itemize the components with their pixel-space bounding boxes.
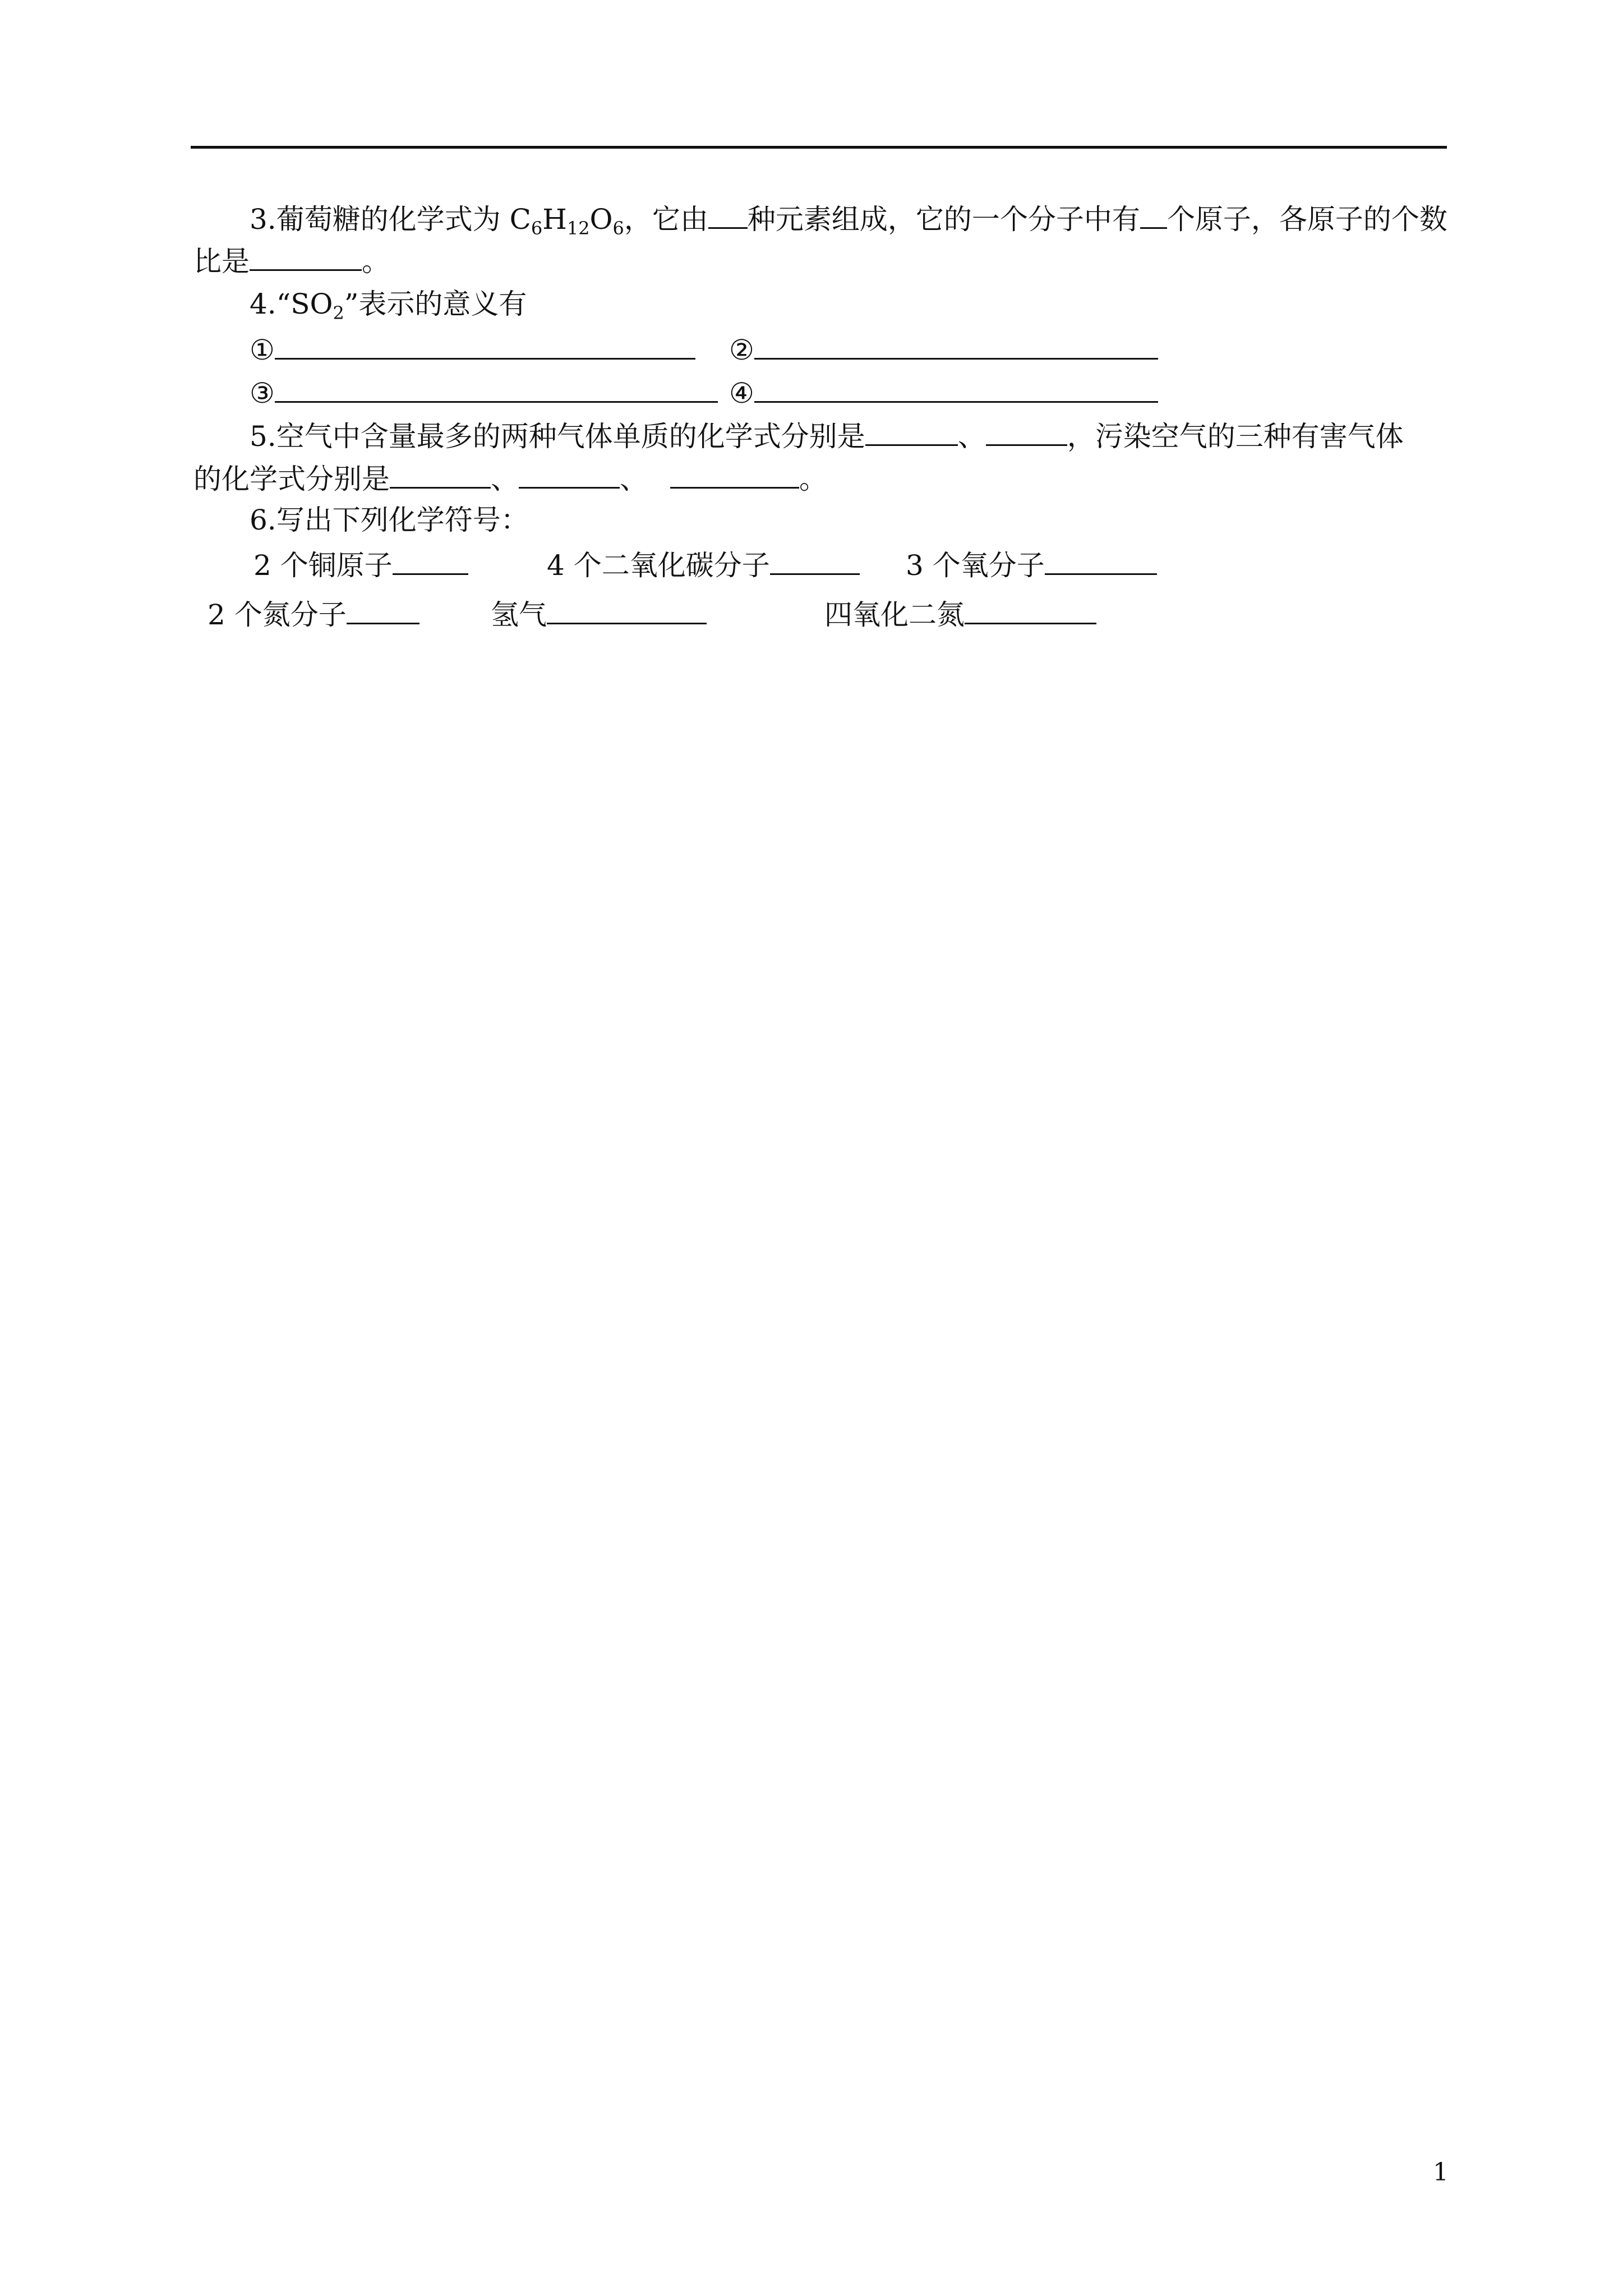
q4-row1 xyxy=(250,330,695,368)
q4-row1b xyxy=(729,330,1158,368)
q6-item-label: 四氧化二氮 xyxy=(824,599,965,631)
answer-blank[interactable] xyxy=(347,595,419,624)
header-rule xyxy=(191,146,1447,149)
q6-item xyxy=(208,595,419,633)
answer-blank[interactable] xyxy=(1045,545,1157,575)
marker-2: ② xyxy=(729,334,754,366)
q4-title xyxy=(250,286,527,331)
q6-item xyxy=(253,545,468,583)
q6-title xyxy=(250,502,529,538)
answer-blank[interactable] xyxy=(754,330,1158,360)
marker-1: ① xyxy=(250,334,275,366)
answer-blank[interactable] xyxy=(986,416,1067,446)
answer-blank[interactable] xyxy=(1140,199,1167,229)
q5-line1 xyxy=(250,416,1404,454)
answer-blank[interactable] xyxy=(275,373,718,403)
q5-line2 xyxy=(193,459,827,497)
q3-line2 xyxy=(193,241,390,279)
answer-blank[interactable] xyxy=(965,595,1096,624)
q4-row2b xyxy=(729,373,1158,411)
answer-blank[interactable] xyxy=(519,459,620,489)
q4-text: 4.“SO xyxy=(250,288,333,320)
marker-4: ④ xyxy=(729,377,754,409)
formula-part: O xyxy=(589,203,613,236)
q3-text: ，它由 xyxy=(624,203,708,236)
page-number: 1 xyxy=(1433,2158,1449,2187)
q6-item-label: 2 个铜原子 xyxy=(253,549,393,582)
subscript: 12 xyxy=(566,218,590,239)
q3-text: 。 xyxy=(362,245,390,278)
q5-text: 的化学式分别是 xyxy=(193,463,390,495)
q6-item-label: 2 个氮分子 xyxy=(208,599,347,631)
q6-item-label: 氢气 xyxy=(491,599,547,631)
q6-item xyxy=(906,545,1157,583)
q5-text: 。 xyxy=(799,463,827,495)
q4-text: ”表示的意义有 xyxy=(344,288,527,320)
q6-item xyxy=(491,595,707,633)
answer-blank[interactable] xyxy=(547,595,707,624)
q6-item-label: 4 个二氧化碳分子 xyxy=(547,549,770,582)
q3-text: 种元素组成，它的一个分子中有 xyxy=(747,203,1140,236)
q6-item xyxy=(547,545,860,583)
subscript: 6 xyxy=(531,218,543,239)
separator: 、 xyxy=(491,463,519,495)
answer-blank[interactable] xyxy=(393,545,468,575)
subscript: 2 xyxy=(333,302,344,324)
answer-blank[interactable] xyxy=(865,416,958,446)
answer-blank[interactable] xyxy=(275,330,695,360)
answer-blank[interactable] xyxy=(708,199,748,229)
q3-text: 个原子，各原子的个数 xyxy=(1166,203,1447,236)
q4-row2 xyxy=(250,373,718,411)
answer-blank[interactable] xyxy=(754,373,1158,403)
marker-3: ③ xyxy=(250,377,275,409)
q3-text: 比是 xyxy=(193,245,250,278)
q6-item xyxy=(824,595,1096,633)
q5-text: 5.空气中含量最多的两种气体单质的化学式分别是 xyxy=(250,420,865,453)
q3-line1 xyxy=(250,199,1447,246)
answer-blank[interactable] xyxy=(250,241,362,271)
separator: 、 xyxy=(620,463,648,495)
separator: 、 xyxy=(957,420,986,453)
q5-text: ，污染空气的三种有害气体 xyxy=(1067,420,1404,453)
q6-item-label: 3 个氧分子 xyxy=(906,549,1045,582)
subscript: 6 xyxy=(612,218,624,239)
q6-text: 6.写出下列化学符号： xyxy=(250,504,529,536)
q3-text: 3.葡萄糖的化学式为 C xyxy=(250,203,531,236)
answer-blank[interactable] xyxy=(770,545,860,575)
answer-blank[interactable] xyxy=(390,459,491,489)
answer-blank[interactable] xyxy=(670,459,799,489)
formula-part: H xyxy=(542,203,567,236)
